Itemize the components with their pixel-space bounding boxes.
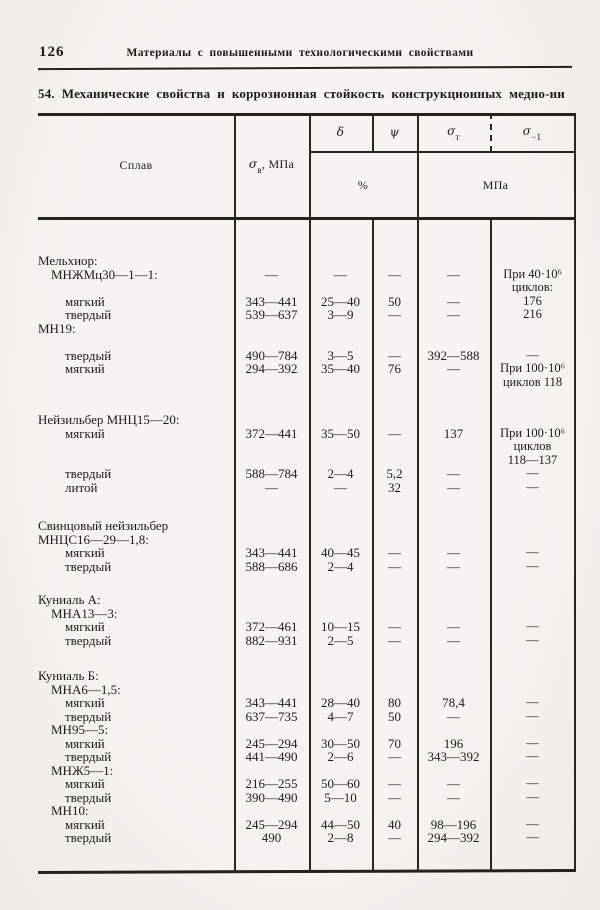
table-row (38, 737, 576, 751)
delta-cell (309, 683, 372, 697)
table-row (38, 560, 576, 574)
sigma-t-cell (417, 335, 490, 349)
sigma-v-cell: 343—441 (245, 695, 298, 710)
alloy-group (38, 669, 576, 845)
sigma-minus1-cell (490, 593, 575, 607)
column-header-sigma-v: $\sigma_в$, МПа (248, 156, 295, 176)
sigma-v-cell (234, 335, 309, 349)
table-row (38, 593, 576, 607)
alloy-name-cell: твердый (65, 558, 112, 574)
delta-cell: 30—50 (321, 735, 360, 751)
alloy-name-cell: Куниаль А: (38, 592, 101, 607)
sigma-t-cell (417, 723, 490, 737)
delta-cell: 2—4 (327, 558, 354, 574)
psi-cell: 70 (388, 735, 401, 751)
psi-cell: — (388, 558, 401, 574)
alloy-name-cell: твердый (65, 466, 112, 481)
sigma-v-cell (234, 607, 309, 621)
sigma-minus1-cell: — (526, 776, 539, 790)
sigma-t-cell: 343—392 (427, 749, 480, 764)
column-header-delta: δ (336, 125, 345, 139)
table-row (38, 308, 576, 322)
sigma-minus1-cell (490, 723, 575, 737)
sigma-v-cell: 490—784 (245, 347, 298, 363)
sigma-minus1-cell (490, 254, 575, 268)
alloy-name-cell: твердый (65, 307, 112, 322)
delta-cell: — (334, 479, 347, 495)
sigma-t-cell (417, 322, 490, 336)
alloy-name-cell: мягкий (65, 776, 105, 791)
alloy-name-cell (38, 376, 234, 390)
column-header-alloy: Сплав (119, 157, 153, 172)
mechanical-properties-table (38, 113, 576, 872)
table-row (38, 362, 576, 376)
alloy-name-cell: мягкий (65, 816, 105, 832)
sigma-v-cell: 372—461 (245, 619, 298, 634)
alloy-name-cell: МН10: (51, 803, 89, 818)
psi-cell (372, 723, 417, 737)
alloy-name-cell: твердый (65, 789, 112, 805)
table-row (38, 322, 576, 336)
alloy-group (38, 519, 576, 573)
sigma-minus1-cell: — (526, 545, 539, 559)
alloy-name-cell (38, 281, 234, 295)
psi-cell: — (388, 347, 401, 363)
table-row (38, 791, 576, 805)
psi-cell (372, 607, 417, 621)
alloy-name-cell: мягкий (65, 545, 105, 560)
sigma-minus1-cell: 176 (523, 293, 542, 308)
sigma-t-cell: 392—588 (427, 347, 480, 363)
sigma-v-cell (234, 413, 309, 427)
sigma-t-cell (417, 533, 490, 547)
sigma-v-cell: 294—392 (245, 361, 298, 376)
alloy-name-cell: Куниаль Б: (38, 668, 99, 683)
table-row (38, 454, 576, 468)
table-row (38, 764, 576, 778)
sigma-t-cell (417, 376, 490, 390)
sigma-v-cell: — (265, 266, 278, 282)
psi-cell (372, 804, 417, 818)
sigma-minus1-cell: — (526, 347, 539, 362)
psi-cell (372, 683, 417, 697)
sigma-v-cell: 588—686 (245, 558, 298, 574)
table-row (38, 804, 576, 818)
header-rule (38, 66, 572, 70)
psi-cell (372, 764, 417, 778)
alloy-name-cell: твердый (65, 749, 112, 764)
alloy-name-cell: Мельхиор: (38, 253, 98, 268)
sigma-v-cell: 216—255 (245, 776, 298, 791)
table-row (38, 546, 576, 560)
table-row (38, 696, 576, 710)
table-row (38, 750, 576, 764)
delta-cell (309, 454, 372, 468)
alloy-name-cell: мягкий (65, 619, 105, 634)
alloy-group (38, 593, 576, 647)
table-row (38, 349, 576, 363)
sigma-t-cell (417, 281, 490, 295)
delta-cell (309, 322, 372, 336)
psi-cell: — (388, 266, 401, 282)
psi-cell: 5,2 (386, 466, 403, 481)
sigma-v-cell (234, 683, 309, 697)
delta-cell: 50—60 (321, 776, 360, 791)
alloy-name-cell: МН95—5: (51, 722, 109, 737)
sigma-v-cell (234, 254, 309, 268)
sigma-minus1-cell: — (526, 619, 539, 633)
table-row (38, 413, 576, 427)
alloy-name-cell (38, 440, 234, 454)
sigma-minus1-cell: 216 (523, 307, 542, 321)
psi-cell (372, 322, 417, 336)
table-title: 54. Механические свойства и коррозионная стойкость конструкционных медно-ни (38, 86, 565, 101)
sigma-t-cell: — (447, 558, 460, 574)
psi-cell (372, 454, 417, 468)
table-row (38, 607, 576, 621)
psi-cell: — (388, 830, 401, 845)
alloy-name-cell (38, 454, 234, 468)
sigma-minus1-cell: — (526, 816, 539, 831)
sigma-t-cell: — (447, 466, 460, 481)
sigma-v-cell: 343—441 (245, 545, 298, 560)
sigma-v-cell: — (265, 479, 278, 495)
sigma-t-cell: 98—196 (430, 816, 477, 832)
sigma-t-cell: 294—392 (427, 830, 480, 845)
sigma-v-cell: 490 (261, 830, 282, 845)
sigma-v-cell (234, 804, 309, 818)
delta-cell: 35—40 (321, 361, 360, 376)
delta-cell: 25—40 (321, 293, 360, 309)
delta-cell (309, 413, 372, 427)
psi-cell: 50 (388, 293, 401, 309)
sigma-minus1-cell (490, 764, 575, 778)
sigma-minus1-cell: — (526, 789, 539, 804)
delta-cell (309, 533, 372, 547)
delta-cell: 40—45 (321, 545, 360, 560)
sigma-v-cell: 372—441 (245, 425, 298, 441)
table-row (38, 519, 576, 533)
sigma-t-cell: — (447, 789, 460, 805)
sigma-minus1-cell (490, 413, 575, 427)
alloy-name-cell: мягкий (65, 735, 105, 751)
table-row (38, 634, 576, 648)
delta-cell (309, 335, 372, 349)
running-header: Материалы с повышенными технологическими свойствами (126, 47, 474, 59)
sigma-minus1-cell (490, 683, 575, 697)
span-header-percent: % (357, 177, 369, 192)
table-row (38, 777, 576, 791)
table-body (38, 219, 576, 869)
sigma-t-cell: — (447, 619, 460, 634)
alloy-name-cell: твердый (65, 830, 112, 845)
sigma-v-cell (234, 376, 309, 390)
delta-cell (309, 764, 372, 778)
sigma-v-cell (234, 723, 309, 737)
sigma-t-cell: — (447, 307, 460, 322)
psi-cell: 80 (388, 695, 401, 710)
psi-cell (372, 254, 417, 268)
alloy-name-cell: мягкий (65, 361, 105, 376)
table-row (38, 620, 576, 634)
sigma-minus1-cell: При 100·10⁶ (500, 425, 565, 440)
sigma-t-cell (417, 254, 490, 268)
sigma-t-cell: 137 (443, 425, 464, 441)
delta-cell: 28—40 (321, 695, 360, 710)
sigma-t-cell: — (447, 266, 460, 282)
alloy-name-cell: МНА6—1,5: (51, 681, 121, 697)
psi-cell (372, 533, 417, 547)
sigma-minus1-cell: — (526, 735, 539, 750)
alloy-group (38, 413, 576, 494)
sigma-t-cell: 196 (443, 735, 464, 751)
table-row (38, 818, 576, 832)
column-header-sigma-minus1: $\sigma_{-1}$ (522, 123, 542, 143)
sigma-t-cell: — (447, 545, 460, 560)
alloy-name-cell: МНЦС16—29—1,8: (38, 531, 149, 547)
alloy-name-cell: Нейзильбер МНЦ15—20: (38, 412, 180, 427)
sigma-minus1-cell (490, 322, 575, 336)
sigma-t-cell (417, 669, 490, 683)
sigma-minus1-cell (490, 335, 575, 349)
psi-cell (372, 376, 417, 390)
table-row (38, 335, 576, 349)
delta-cell: 5—10 (324, 789, 357, 805)
sigma-t-cell (417, 607, 490, 621)
table-row (38, 669, 576, 683)
sigma-t-cell (417, 440, 490, 454)
sigma-t-cell: — (447, 479, 460, 495)
alloy-name-cell: МНЖМц30—1—1: (51, 266, 158, 282)
delta-cell (309, 804, 372, 818)
psi-cell: 32 (388, 479, 401, 495)
delta-cell: 3—5 (327, 347, 354, 363)
sigma-v-cell (234, 454, 309, 468)
table-row (38, 481, 576, 495)
alloy-name-cell: твердый (65, 347, 112, 363)
sigma-v-cell: 390—490 (245, 789, 298, 805)
delta-cell: — (334, 266, 347, 282)
delta-cell (309, 376, 372, 390)
sigma-minus1-cell: — (526, 632, 539, 647)
psi-cell: — (388, 749, 401, 764)
sigma-minus1-cell: — (526, 708, 539, 723)
sigma-minus1-cell: — (526, 558, 539, 573)
delta-cell: 2—8 (327, 830, 354, 845)
table-row (38, 427, 576, 441)
sigma-t-cell (417, 519, 490, 533)
delta-cell (309, 607, 372, 621)
sigma-v-cell: 539—637 (245, 307, 298, 322)
alloy-group (38, 254, 576, 389)
delta-cell (309, 254, 372, 268)
sigma-minus1-cell: — (526, 466, 539, 480)
sigma-t-cell: — (447, 708, 460, 724)
table-row (38, 533, 576, 547)
psi-cell (372, 593, 417, 607)
sigma-minus1-cell (490, 533, 575, 547)
sigma-v-cell (234, 440, 309, 454)
alloy-name-cell: мягкий (65, 425, 105, 441)
sigma-v-cell: 343—441 (245, 293, 298, 309)
sigma-t-cell: — (447, 776, 460, 791)
psi-cell (372, 440, 417, 454)
delta-cell (309, 440, 372, 454)
psi-cell: — (388, 789, 401, 805)
delta-cell: 2—4 (327, 466, 354, 481)
alloy-name-cell: литой (65, 479, 98, 495)
alloy-name-cell: мягкий (65, 293, 105, 309)
sigma-v-cell: 637—735 (245, 708, 298, 724)
psi-cell: 76 (388, 361, 401, 376)
sigma-minus1-cell: При 40·10⁶ (503, 266, 562, 281)
sigma-v-cell (234, 519, 309, 533)
psi-cell: — (388, 425, 401, 441)
sigma-t-cell (417, 804, 490, 818)
sigma-minus1-cell (490, 669, 575, 683)
psi-cell (372, 281, 417, 295)
sigma-v-cell: 882—931 (245, 632, 298, 648)
table-row (38, 683, 576, 697)
sigma-t-cell: — (447, 293, 460, 309)
sigma-t-cell (417, 454, 490, 468)
sigma-v-cell: 588—784 (245, 466, 298, 481)
sigma-v-cell (234, 533, 309, 547)
psi-cell: — (388, 619, 401, 634)
alloy-name-cell: твердый (65, 632, 112, 648)
sigma-t-cell (417, 593, 490, 607)
psi-cell (372, 669, 417, 683)
alloy-name-cell (38, 335, 234, 349)
alloy-name-cell: мягкий (65, 695, 105, 710)
sigma-v-cell: 245—294 (245, 735, 298, 751)
table-row (38, 376, 576, 390)
alloy-name-cell: МНА13—3: (51, 605, 118, 621)
table-row (38, 710, 576, 724)
delta-cell (309, 281, 372, 295)
table-row (38, 268, 576, 282)
delta-cell: 3—9 (327, 307, 354, 322)
alloy-name-cell: твердый (65, 708, 112, 724)
sigma-minus1-cell: циклов (513, 439, 552, 453)
sigma-minus1-cell: — (526, 749, 539, 763)
alloy-name-cell: МНЖ5—1: (51, 762, 114, 778)
sigma-minus1-cell: 118—137 (507, 452, 558, 467)
sigma-minus1-cell: — (526, 830, 539, 844)
delta-cell: 2—5 (327, 632, 354, 648)
sigma-minus1-cell: циклов: (511, 280, 554, 294)
table-row (38, 295, 576, 309)
sigma-v-cell (234, 593, 309, 607)
alloy-name-cell: Свинцовый нейзильбер (38, 518, 169, 533)
sigma-minus1-cell: При 100·10⁶ (500, 361, 565, 375)
sigma-t-cell: 78,4 (442, 695, 465, 710)
sigma-minus1-cell (490, 519, 575, 533)
delta-cell (309, 723, 372, 737)
sigma-minus1-cell: — (526, 479, 539, 494)
sigma-v-cell: 245—294 (245, 816, 298, 832)
delta-cell (309, 593, 372, 607)
delta-cell (309, 519, 372, 533)
psi-cell: — (388, 545, 401, 560)
sigma-t-cell (417, 764, 490, 778)
psi-cell (372, 413, 417, 427)
psi-cell: 40 (388, 816, 401, 832)
psi-cell: — (388, 776, 401, 791)
sigma-v-cell (234, 764, 309, 778)
table-row (38, 281, 576, 295)
delta-cell: 2—6 (327, 749, 354, 764)
psi-cell: — (388, 632, 401, 648)
table-row (38, 467, 576, 481)
delta-cell: 4—7 (327, 708, 354, 724)
psi-cell: 50 (388, 708, 401, 724)
table-row (38, 723, 576, 737)
page-number: 126 (39, 44, 65, 60)
sigma-v-cell (234, 669, 309, 683)
column-header-sigma-t: $\sigma_т$ (447, 123, 460, 143)
sigma-t-cell: — (447, 361, 460, 376)
table-row (38, 831, 576, 845)
sigma-t-cell (417, 413, 490, 427)
alloy-name-cell: МН19: (38, 320, 76, 336)
psi-cell (372, 519, 417, 533)
sigma-v-cell: 441—490 (245, 749, 298, 764)
delta-cell: 35—50 (321, 425, 360, 441)
sigma-v-cell (234, 322, 309, 336)
table-row (38, 254, 576, 268)
sigma-t-cell: — (447, 632, 460, 648)
sigma-t-cell (417, 683, 490, 697)
sigma-minus1-cell: циклов 118 (502, 374, 563, 389)
span-header-mpa: МПа (482, 177, 509, 192)
psi-cell (372, 335, 417, 349)
sigma-v-cell (234, 281, 309, 295)
sigma-minus1-cell (490, 607, 575, 621)
delta-cell (309, 669, 372, 683)
sigma-minus1-cell: — (526, 695, 539, 709)
delta-cell: 10—15 (321, 619, 360, 634)
delta-cell: 44—50 (321, 816, 360, 832)
psi-cell: — (388, 307, 401, 322)
table-row (38, 440, 576, 454)
column-header-psi: ψ (389, 125, 400, 139)
sigma-minus1-cell (490, 804, 575, 818)
table-bottom-border (38, 869, 576, 873)
